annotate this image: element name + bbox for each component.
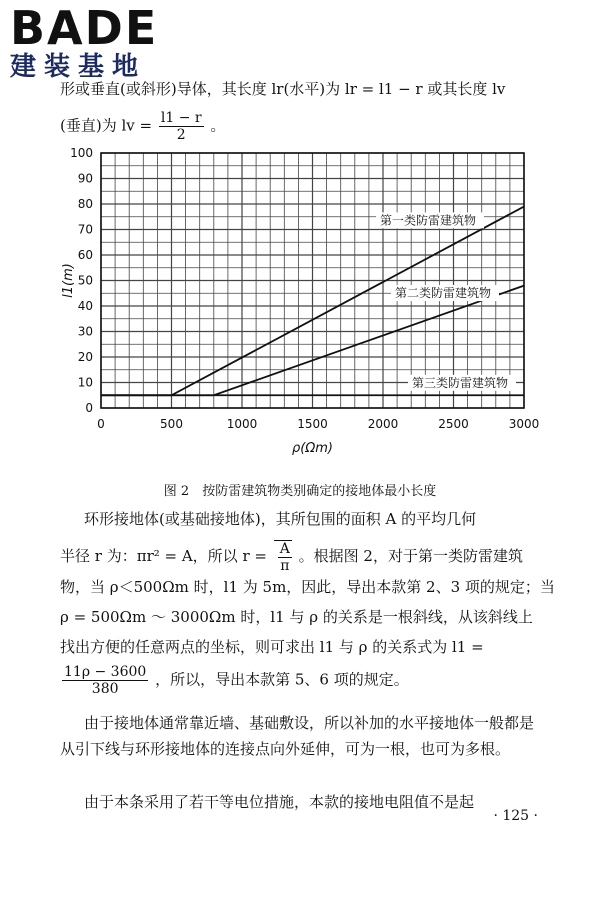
figure-caption: 图 2 按防雷建筑物类别确定的接地体最小长度 (163, 484, 437, 499)
x-tick-label: 1500 (297, 417, 328, 431)
brand-logo (10, 1, 159, 82)
y-tick-label: 80 (77, 197, 93, 211)
x-tick-label: 2500 (438, 417, 469, 431)
x-tick-label: 1000 (226, 417, 258, 431)
paragraph-3: 由于本条采用了若干等电位措施，本款的接地电阻值不是起 (84, 793, 475, 811)
fraction-lv-denominator: 2 (176, 127, 186, 143)
fraction-lv-numerator: l1 − r (160, 110, 202, 126)
paragraph-1-line-2-tail: 。根据图 2，对于第一类防雷建筑 (298, 547, 523, 565)
paragraph-1-line-6-tail: ，所以，导出本款第 5、6 项的规定。 (155, 670, 409, 689)
line2-prefix: (垂直)为 lv = (60, 116, 153, 135)
paragraph-1-line-3: 物，当 ρ＜500Ωm 时，l1 为 5m，因此，导出本款第 2、3 项的规定；当 (60, 578, 555, 596)
x-tick-label: 0 (97, 417, 105, 431)
y-tick-label: 60 (77, 248, 93, 262)
x-tick-label: 2000 (367, 417, 399, 431)
x-axis-label: ρ(Ωm) (292, 441, 333, 456)
formula-denominator: 380 (91, 681, 119, 697)
y-tick-label: 100 (70, 146, 93, 160)
sqrt-denominator: π (280, 558, 290, 574)
y-tick-label: 20 (77, 350, 93, 364)
formula-fraction (62, 664, 148, 697)
y-tick-label: 30 (77, 324, 93, 339)
y-tick-label: 90 (77, 171, 93, 186)
paragraph-1-line-4: ρ = 500Ωm ～ 3000Ωm 时，l1 与 ρ 的关系是一根斜线，从该斜线上 (60, 608, 533, 626)
y-tick-label: 10 (77, 375, 93, 390)
logo-text: BADE (10, 1, 159, 55)
grounding-length-chart (0, 135, 600, 470)
radius-formula-text: 半径 r 为：πr² = A，所以 r = (60, 547, 267, 565)
line2-suffix: 。 (210, 116, 226, 135)
x-tick-label: 3000 (508, 417, 540, 431)
sqrt-numerator: A (279, 541, 290, 557)
logo-chinese-text: 建装基地 (10, 52, 147, 82)
paragraph-1-line-2 (60, 540, 523, 574)
series-label-1: 第一类防雷建筑物 (380, 213, 477, 228)
paragraph-1-line-1: 环形接地体(或基础接地体)，其所包围的面积 A 的平均几何 (84, 510, 477, 528)
paragraph-1-line-5: 找出方便的任意两点的坐标，则可求出 l1 与 ρ 的关系式为 l1 = (60, 638, 484, 656)
series-label-3: 第三类防雷建筑物 (412, 375, 509, 390)
formula-numerator: 11ρ − 3600 (64, 664, 147, 680)
y-tick-label: 0 (85, 401, 93, 415)
sqrt-fraction (274, 540, 292, 574)
y-tick-label: 50 (77, 273, 93, 288)
paragraph-1-line-6 (60, 664, 409, 697)
y-tick-label: 40 (77, 299, 93, 313)
x-tick-label: 500 (160, 417, 183, 431)
page-number: · 125 · (493, 808, 538, 824)
paragraph-2: 由于接地体通常靠近墙、基础敷设，所以补加的水平接地体一般都是从引下线与环形接地体的连接点向外延伸，可为一根，也可为多根。 (60, 714, 535, 758)
y-axis-label: l1(m) (61, 263, 76, 298)
series-label-2: 第二类防雷建筑物 (395, 286, 492, 301)
top-text-line-1: 形或垂直(或斜形)导体，其长度 lr(水平)为 lr = l1 − r 或其长度 lv (60, 80, 506, 98)
chart-container (0, 135, 600, 474)
y-tick-label: 70 (77, 222, 93, 237)
